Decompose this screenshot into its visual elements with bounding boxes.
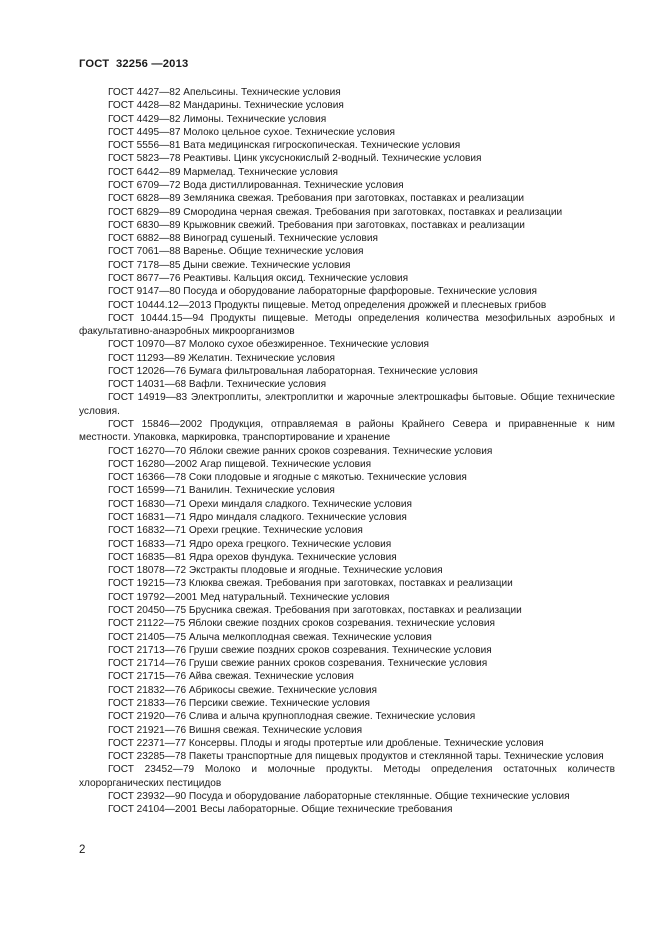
reference-item: ГОСТ 19215—73 Клюква свежая. Требования при заготовках, поставках и реализации: [108, 578, 513, 590]
reference-item: ГОСТ 14031—68 Вафли. Технические условия: [108, 379, 327, 391]
reference-item: ГОСТ 6709—72 Вода дистиллированная. Технические условия: [108, 179, 404, 191]
reference-item: ГОСТ 6829—89 Смородина черная свежая. Требования при заготовках, поставках и реализации: [108, 206, 563, 218]
reference-item: ГОСТ 6442—89 Мармелад. Технические условия: [108, 166, 338, 178]
reference-item: ГОСТ 21921—76 Вишня свежая. Технические условия: [108, 724, 363, 736]
reference-item: ГОСТ 16832—71 Орехи грецкие. Технические условия: [108, 525, 363, 537]
reference-item: ГОСТ 23932—90 Посуда и оборудование лабораторные стеклянные. Общие технические условия: [108, 790, 570, 802]
reference-item: ГОСТ 9147—80 Посуда и оборудование лабораторные фарфоровые. Технические условия: [108, 286, 537, 298]
reference-item: ГОСТ 23285—78 Пакеты транспортные для пищевых продуктов и стеклянной тары. Технические условия: [108, 751, 604, 763]
reference-item: ГОСТ 4495—87 Молоко цельное сухое. Технические условия: [108, 126, 396, 138]
reference-item: ГОСТ 16599—71 Ванилин. Технические условия: [108, 485, 335, 497]
page-number: 2: [79, 844, 86, 856]
reference-item: ГОСТ 16366—78 Соки плодовые и ягодные с мякотью. Технические условия: [108, 472, 467, 484]
reference-item: ГОСТ 16831—71 Ядро миндаля сладкого. Технические условия: [108, 512, 407, 523]
reference-item: ГОСТ 11293—89 Желатин. Технические условия: [108, 352, 336, 364]
reference-item: ГОСТ 16835—81 Ядра орехов фундука. Технические условия: [108, 551, 397, 563]
reference-item: ГОСТ 21714—76 Груши свежие ранних сроков созревания. Технические условия: [108, 658, 488, 670]
reference-item: ГОСТ 21920—76 Слива и алыча крупноплодная свежие. Технические условия: [108, 711, 476, 723]
reference-item: ГОСТ 22371—77 Консервы. Плоды и ягоды протертые или дробленые. Технические условия: [108, 737, 544, 749]
reference-list: [79, 86, 615, 816]
reference-item: ГОСТ 6882—88 Виноград сушеный. Технические условия: [108, 233, 379, 245]
reference-item: ГОСТ 14919—83 Электроплиты, электроплитки и жарочные электрошкафы бытовые. Общие технические условия.: [79, 392, 615, 417]
reference-item: ГОСТ 21122—75 Яблоки свежие поздних сроков созревания. технические условия: [108, 618, 496, 630]
reference-item: ГОСТ 6830—89 Крыжовник свежий. Требования при заготовках, поставках и реализации: [108, 219, 525, 231]
reference-item: ГОСТ 21715—76 Айва свежая. Технические условия: [108, 671, 354, 683]
reference-item: ГОСТ 10444.12—2013 Продукты пищевые. Метод определения дрожжей и плесневых грибов: [108, 299, 547, 311]
reference-item: ГОСТ 7061—88 Варенье. Общие технические условия: [108, 246, 364, 258]
reference-item: ГОСТ 10970—87 Молоко сухое обезжиренное. Технические условия: [108, 339, 430, 351]
reference-item: ГОСТ 4429—82 Лимоны. Технические условия: [108, 113, 327, 125]
reference-item: ГОСТ 16833—71 Ядро ореха грецкого. Технические условия: [108, 538, 392, 550]
reference-item: ГОСТ 16270—70 Яблоки свежие ранних сроков созревания. Технические условия: [108, 445, 493, 457]
reference-item: ГОСТ 21832—76 Абрикосы свежие. Технические условия: [108, 684, 377, 696]
reference-item: ГОСТ 24104—2001 Весы лабораторные. Общие технические требования: [108, 804, 453, 816]
reference-item: ГОСТ 5556—81 Вата медицинская гигроскопическая. Технические условия: [108, 140, 461, 152]
document-header: ГОСТ 32256 —2013: [79, 58, 189, 70]
reference-item: ГОСТ 6828—89 Земляника свежая. Требования при заготовках, поставках и реализации: [108, 193, 525, 205]
reference-item: ГОСТ 12026—76 Бумага фильтровальная лабораторная. Технические условия: [108, 365, 478, 377]
reference-item: ГОСТ 21405—75 Алыча мелкоплодная свежая. Технические условия: [108, 631, 432, 643]
reference-item: ГОСТ 10444.15—94 Продукты пищевые. Методы определения количества мезофильных аэробных и факультативно-анаэробных микроорганизмов: [79, 312, 615, 338]
reference-item: ГОСТ 18078—72 Экстракты плодовые и ягодные. Технические условия: [108, 565, 443, 577]
reference-item: ГОСТ 21833—76 Персики свежие. Технические условия: [108, 697, 371, 709]
reference-item: ГОСТ 19792—2001 Мед натуральный. Технические условия: [108, 591, 390, 603]
reference-item: ГОСТ 7178—85 Дыни свежие. Технические условия: [108, 259, 351, 271]
reference-item: ГОСТ 4427—82 Апельсины. Технические условия: [108, 87, 341, 98]
reference-item: ГОСТ 15846—2002 Продукция, отправляемая в районы Крайнего Севера и приравненные к ним местности. Упаковка, маркировка, транспортирование и хранение: [79, 419, 615, 444]
reference-item: ГОСТ 5823—78 Реактивы. Цинк уксуснокислый 2-водный. Технические условия: [108, 153, 482, 165]
reference-item: ГОСТ 4428—82 Мандарины. Технические условия: [108, 100, 344, 112]
reference-item: ГОСТ 16280—2002 Агар пищевой. Технические условия: [108, 458, 372, 470]
reference-item: ГОСТ 23452—79 Молоко и молочные продукты. Методы определения остаточных количеств хлорорганических пестицидов: [79, 764, 615, 789]
reference-item: ГОСТ 16830—71 Орехи миндаля сладкого. Технические условия: [108, 498, 412, 510]
reference-item: ГОСТ 21713—76 Груши свежие поздних сроков созревания. Технические условия: [108, 644, 492, 656]
reference-item: ГОСТ 8677—76 Реактивы. Кальция оксид. Технические условия: [108, 272, 409, 284]
reference-item: ГОСТ 20450—75 Брусника свежая. Требования при заготовках, поставках и реализации: [108, 604, 522, 616]
